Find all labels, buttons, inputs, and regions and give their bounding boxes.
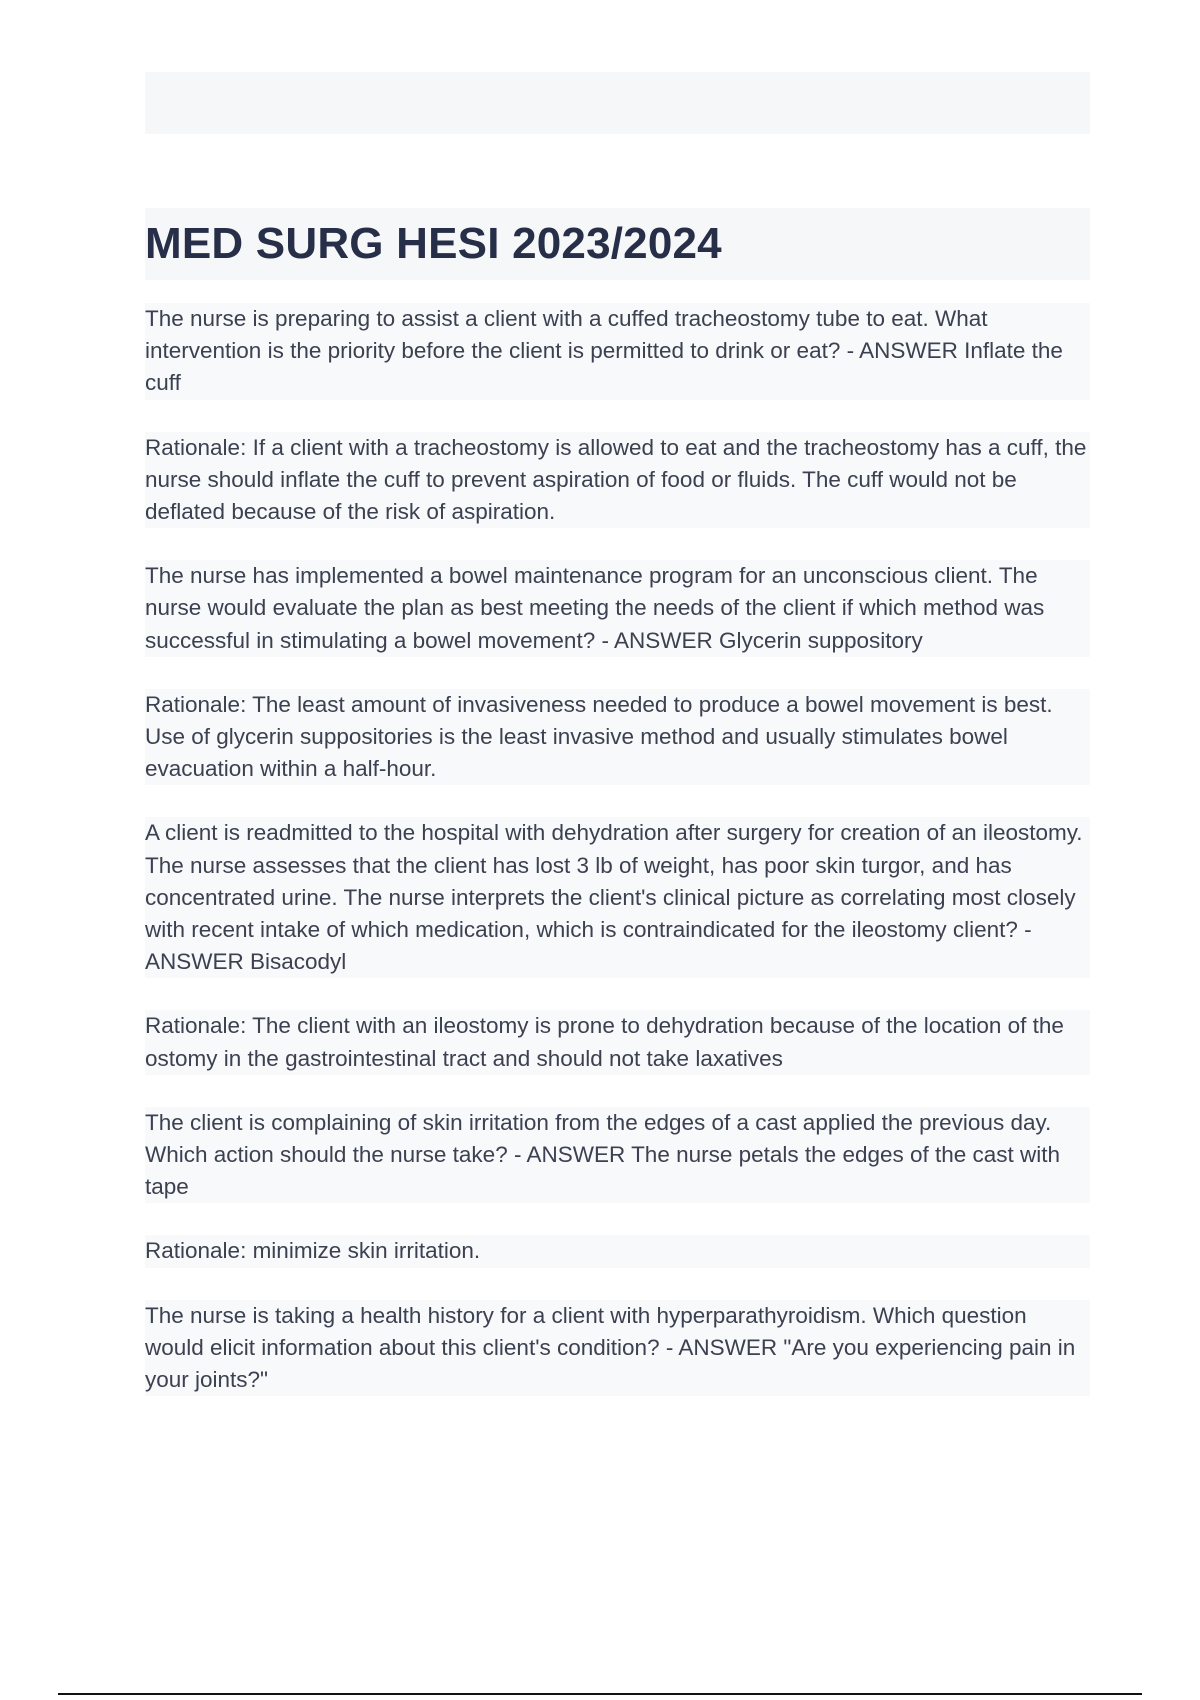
rationale-1: Rationale: If a client with a tracheostomy is allowed to eat and the tracheostomy has a cuff, the nurse should inflate the cuff to prevent aspiration of food or fluids. The cuff would not be deflated because of the risk of aspiration.: [145, 432, 1090, 529]
question-5: The nurse is taking a health history for a client with hyperparathyroidism. Which question would elicit information about this client's condition? - ANSWER "Are you experiencing pain in your joints?": [145, 1300, 1090, 1397]
question-3: A client is readmitted to the hospital with dehydration after surgery for creation of an ileostomy. The nurse assesses that the client has lost 3 lb of weight, has poor skin turgor, and has concentrated urine. The nurse interprets the client's clinical picture as correlating most closely with recent intake of which medication, which is contraindicated for the ileostomy client? - ANSWER Bisacodyl: [145, 817, 1090, 978]
question-2: The nurse has implemented a bowel maintenance program for an unconscious client. The nurse would evaluate the plan as best meeting the needs of the client if which method was successful in stimulating a bowel movement? - ANSWER Glycerin suppository: [145, 560, 1090, 657]
page-bottom-rule: [58, 1693, 1142, 1695]
question-1: The nurse is preparing to assist a client with a cuffed tracheostomy tube to eat. What intervention is the priority before the client is permitted to drink or eat? - ANSWER Inflate the cuff: [145, 303, 1090, 400]
rationale-4: Rationale: minimize skin irritation.: [145, 1235, 1090, 1267]
document-body: [145, 303, 1090, 1428]
page-title: MED SURG HESI 2023/2024: [145, 219, 722, 268]
question-4: The client is complaining of skin irritation from the edges of a cast applied the previous day. Which action should the nurse take? - ANSWER The nurse petals the edges of the cast with tape: [145, 1107, 1090, 1204]
rationale-3: Rationale: The client with an ileostomy is prone to dehydration because of the location of the ostomy in the gastrointestinal tract and should not take laxatives: [145, 1010, 1090, 1074]
rationale-2: Rationale: The least amount of invasiveness needed to produce a bowel movement is best. Use of glycerin suppositories is the least invasive method and usually stimulates bowel evacuation within a half-hour.: [145, 689, 1090, 786]
header-band: [145, 72, 1090, 134]
